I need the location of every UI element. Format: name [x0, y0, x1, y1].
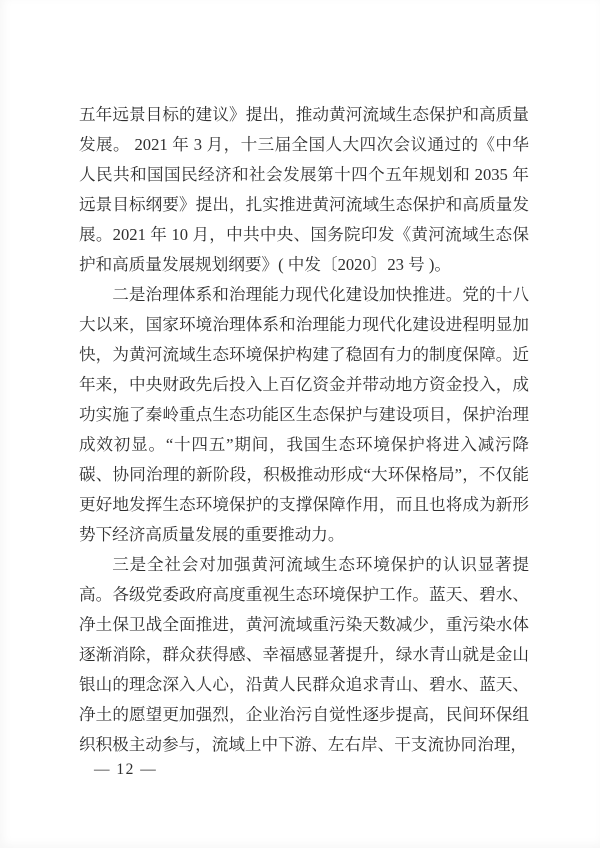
page-number: — 12 — — [94, 761, 158, 778]
paragraph: 二是治理体系和治理能力现代化建设加快推进。党的十八大以来，国家环境治理体系和治理能力现代化建设进程明显加快，为黄河流域生态环境保护构建了稳固有力的制度保障。近年来，中央财政先后投入上百亿资金并带动地方资金投入，成功实施了秦岭重点生态功能区生态保护与建设项目，保护治理成效初显。“十四五”期间，我国生态环境保护将进入减污降碳、协同治理的新阶段，积极推动形成“大环保格局”，不仅能更好地发挥生态环境保护的支撑保障作用，而且也将成为新形势下经济高质量发展的重要推动力。 — [79, 285, 529, 544]
paragraph: 三是全社会对加强黄河流域生态环境保护的认识显著提高。各级党委政府高度重视生态环境保护工作。蓝天、碧水、净土保卫战全面推进，黄河流域重污染天数减少，重污染水体逐渐消除，群众获得感、幸福感显著提升，绿水青山就是金山银山的理念深入人心，沿黄人民群众追求青山、碧水、蓝天、净土的愿望更加强烈，企业治污自觉性逐步提高，民间环保组织积极主动参与，流域上中下游、左右岸、干支流协同治理， — [79, 555, 529, 754]
document-body — [79, 100, 529, 760]
paragraph: 五年远景目标的建议》提出，推动黄河流域生态保护和高质量发展。 2021 年 3 月，十三届全国人大四次会议通过的《中华人民共和国国民经济和社会发展第十四个五年规划和 2035 年远景目标纲要》提出，扎实推进黄河流域生态保护和高质量发展。2021 年 10 月，中共中央、国务院印发《黄河流域生态保护和高质量发展规划纲要》( 中发〔2020〕23 号 )。 — [79, 105, 529, 274]
